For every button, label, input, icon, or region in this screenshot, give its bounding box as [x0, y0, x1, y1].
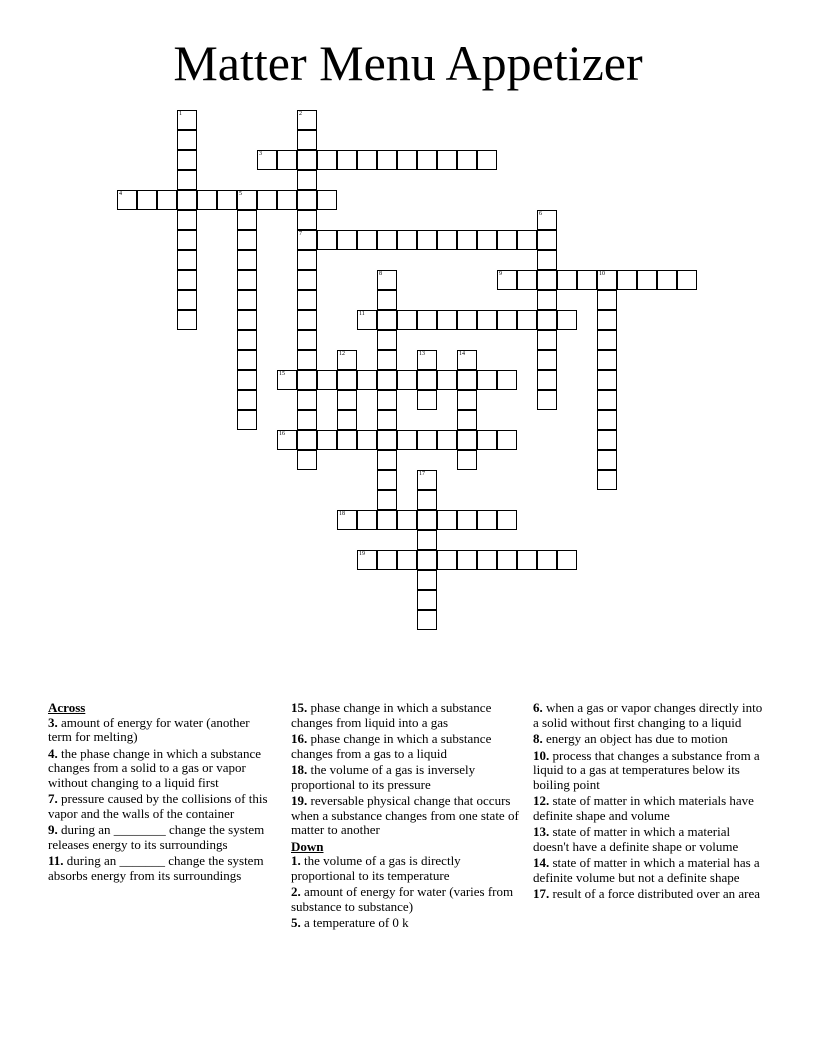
grid-cell[interactable] — [297, 130, 317, 150]
down-clue — [533, 732, 765, 747]
grid-cell[interactable] — [417, 530, 437, 550]
across-clue — [291, 701, 519, 730]
down-clue — [533, 887, 765, 902]
grid-cell[interactable] — [177, 210, 197, 230]
grid-cell[interactable] — [177, 250, 197, 270]
grid-cell[interactable] — [337, 150, 357, 170]
grid-cell[interactable] — [597, 450, 617, 470]
grid-cell[interactable] — [257, 190, 277, 210]
grid-cell[interactable] — [417, 490, 437, 510]
cell-number: 6 — [539, 211, 542, 217]
grid-cell[interactable] — [457, 390, 477, 410]
grid-cell[interactable] — [437, 230, 457, 250]
clue-text: energy an object has due to motion — [546, 731, 728, 746]
grid-cell[interactable] — [417, 370, 437, 390]
grid-cell[interactable] — [597, 370, 617, 390]
puzzle-title: Matter Menu Appetizer — [173, 35, 643, 91]
across-clue — [291, 732, 519, 761]
grid-cell[interactable] — [237, 390, 257, 410]
grid-cell[interactable] — [317, 190, 337, 210]
grid-cell[interactable] — [377, 310, 397, 330]
grid-cell[interactable] — [277, 430, 297, 450]
grid-cell[interactable] — [417, 570, 437, 590]
grid-cell[interactable] — [257, 150, 277, 170]
cell-number: 15 — [279, 371, 285, 377]
down-clue — [533, 749, 765, 793]
grid-cell[interactable] — [397, 230, 417, 250]
cell-number: 2 — [299, 111, 302, 117]
grid-cell[interactable] — [177, 230, 197, 250]
across-heading: Across — [48, 700, 86, 715]
clue-text: the volume of a gas is inversely proportional to its pressure — [291, 762, 476, 792]
grid-cell[interactable] — [397, 430, 417, 450]
grid-cell[interactable] — [537, 390, 557, 410]
grid-cell[interactable] — [537, 210, 557, 230]
clue-number: 18. — [291, 762, 308, 777]
clue-text: when a gas or vapor changes directly into a solid without first changing to a liquid — [533, 700, 763, 730]
grid-cell[interactable] — [277, 150, 297, 170]
grid-cell[interactable] — [417, 470, 437, 490]
grid-cell[interactable] — [417, 350, 437, 370]
grid-cell[interactable] — [477, 510, 497, 530]
cell-number: 18 — [339, 511, 345, 517]
grid-cell[interactable] — [537, 550, 557, 570]
grid-cell[interactable] — [337, 230, 357, 250]
grid-cell[interactable] — [577, 270, 597, 290]
grid-cell[interactable] — [237, 410, 257, 430]
grid-cell[interactable] — [497, 550, 517, 570]
grid-cell[interactable] — [297, 210, 317, 230]
grid-cell[interactable] — [477, 150, 497, 170]
clue-text: result of a force distributed over an area — [552, 886, 761, 901]
grid-cell[interactable] — [297, 410, 317, 430]
grid-cell[interactable] — [377, 430, 397, 450]
grid-cell[interactable] — [457, 370, 477, 390]
grid-cell[interactable] — [497, 270, 517, 290]
grid-cell[interactable] — [537, 310, 557, 330]
grid-cell[interactable] — [597, 390, 617, 410]
grid-cell[interactable] — [177, 150, 197, 170]
grid-cell[interactable] — [437, 150, 457, 170]
grid-cell[interactable] — [557, 270, 577, 290]
grid-cell[interactable] — [297, 230, 317, 250]
grid-cell[interactable] — [137, 190, 157, 210]
grid-cell[interactable] — [457, 430, 477, 450]
grid-cell[interactable] — [537, 370, 557, 390]
grid-cell[interactable] — [497, 510, 517, 530]
grid-cell[interactable] — [297, 370, 317, 390]
cell-number: 14 — [459, 351, 465, 357]
grid-cell[interactable] — [597, 310, 617, 330]
grid-cell[interactable] — [477, 550, 497, 570]
clues-column-1 — [48, 701, 276, 885]
clues-column-2 — [291, 701, 519, 933]
grid-cell[interactable] — [417, 550, 437, 570]
grid-cell[interactable] — [597, 430, 617, 450]
grid-cell[interactable] — [237, 250, 257, 270]
grid-cell[interactable] — [277, 370, 297, 390]
cell-number: 19 — [359, 551, 365, 557]
grid-cell[interactable] — [517, 310, 537, 330]
grid-cell[interactable] — [497, 430, 517, 450]
cell-number: 11 — [359, 311, 365, 317]
grid-cell[interactable] — [597, 470, 617, 490]
grid-cell[interactable] — [397, 150, 417, 170]
grid-cell[interactable] — [357, 430, 377, 450]
grid-cell[interactable] — [357, 310, 377, 330]
grid-cell[interactable] — [377, 330, 397, 350]
grid-cell[interactable] — [377, 450, 397, 470]
grid-cell[interactable] — [677, 270, 697, 290]
grid-cell[interactable] — [417, 150, 437, 170]
grid-cell[interactable] — [297, 390, 317, 410]
grid-cell[interactable] — [177, 190, 197, 210]
grid-cell[interactable] — [157, 190, 177, 210]
cell-number: 5 — [239, 191, 242, 197]
grid-cell[interactable] — [297, 250, 317, 270]
grid-cell[interactable] — [417, 510, 437, 530]
grid-cell[interactable] — [597, 290, 617, 310]
cell-number: 17 — [419, 471, 425, 477]
grid-cell[interactable] — [237, 270, 257, 290]
grid-cell[interactable] — [517, 230, 537, 250]
clue-number: 7. — [48, 791, 58, 806]
grid-cell[interactable] — [517, 550, 537, 570]
grid-cell[interactable] — [557, 310, 577, 330]
cell-number: 12 — [339, 351, 345, 357]
clue-text: a temperature of 0 k — [304, 915, 409, 930]
down-clue — [533, 701, 765, 730]
grid-cell[interactable] — [237, 210, 257, 230]
grid-cell[interactable] — [417, 310, 437, 330]
grid-cell[interactable] — [237, 370, 257, 390]
grid-cell[interactable] — [177, 270, 197, 290]
grid-cell[interactable] — [377, 490, 397, 510]
grid-cell[interactable] — [177, 130, 197, 150]
grid-cell[interactable] — [377, 470, 397, 490]
grid-cell[interactable] — [537, 270, 557, 290]
across-clue — [48, 854, 276, 883]
grid-cell[interactable] — [377, 390, 397, 410]
grid-cell[interactable] — [297, 150, 317, 170]
grid-cell[interactable] — [537, 230, 557, 250]
grid-cell[interactable] — [537, 250, 557, 270]
grid-cell[interactable] — [297, 430, 317, 450]
grid-cell[interactable] — [397, 310, 417, 330]
down-clue — [533, 825, 765, 854]
grid-cell[interactable] — [477, 430, 497, 450]
across-clue — [48, 716, 276, 745]
grid-cell[interactable] — [397, 550, 417, 570]
clue-text: during an _______ change the system absorbs energy from its surroundings — [48, 853, 264, 883]
clue-number: 15. — [291, 700, 308, 715]
clue-number: 2. — [291, 884, 301, 899]
grid-cell[interactable] — [397, 510, 417, 530]
grid-cell[interactable] — [297, 330, 317, 350]
grid-cell[interactable] — [177, 310, 197, 330]
across-clue — [48, 792, 276, 821]
clue-text: process that changes a substance from a liquid to a gas at temperatures below its boiling point — [533, 747, 760, 792]
down-clue — [533, 856, 765, 885]
grid-cell[interactable] — [437, 510, 457, 530]
grid-cell[interactable] — [317, 430, 337, 450]
grid-cell[interactable] — [457, 350, 477, 370]
grid-cell[interactable] — [177, 290, 197, 310]
grid-cell[interactable] — [357, 510, 377, 530]
clue-number: 4. — [48, 745, 58, 761]
grid-cell[interactable] — [417, 590, 437, 610]
grid-cell[interactable] — [497, 310, 517, 330]
grid-cell[interactable] — [617, 270, 637, 290]
grid-cell[interactable] — [357, 550, 377, 570]
clue-number: 8. — [533, 731, 543, 746]
grid-cell[interactable] — [237, 350, 257, 370]
grid-cell[interactable] — [417, 390, 437, 410]
grid-cell[interactable] — [237, 230, 257, 250]
grid-cell[interactable] — [497, 370, 517, 390]
cell-number: 4 — [119, 191, 122, 197]
cell-number: 3 — [259, 151, 262, 157]
grid-cell[interactable] — [357, 370, 377, 390]
grid-cell[interactable] — [497, 230, 517, 250]
grid-cell[interactable] — [197, 190, 217, 210]
grid-cell[interactable] — [457, 550, 477, 570]
grid-cell[interactable] — [597, 410, 617, 430]
grid-cell[interactable] — [437, 430, 457, 450]
clue-number: 5. — [291, 915, 301, 930]
clue-number: 3. — [48, 714, 58, 730]
cell-number: 10 — [599, 271, 605, 277]
grid-cell[interactable] — [557, 550, 577, 570]
clues-column-3 — [533, 701, 765, 904]
grid-cell[interactable] — [477, 310, 497, 330]
cell-number: 16 — [279, 431, 285, 437]
clue-text: pressure caused by the collisions of this vapor and the walls of the container — [48, 791, 268, 821]
grid-cell[interactable] — [317, 150, 337, 170]
grid-cell[interactable] — [297, 170, 317, 190]
across-clue — [48, 747, 276, 791]
grid-cell[interactable] — [457, 310, 477, 330]
grid-cell[interactable] — [337, 410, 357, 430]
grid-cell[interactable] — [337, 510, 357, 530]
grid-cell[interactable] — [597, 350, 617, 370]
grid-cell[interactable] — [337, 390, 357, 410]
grid-cell[interactable] — [437, 550, 457, 570]
across-clue — [48, 823, 276, 852]
grid-cell[interactable] — [377, 370, 397, 390]
grid-cell[interactable] — [417, 610, 437, 630]
grid-cell[interactable] — [337, 370, 357, 390]
grid-cell[interactable] — [377, 270, 397, 290]
grid-cell[interactable] — [417, 230, 437, 250]
down-clue — [291, 854, 519, 883]
grid-cell[interactable] — [477, 230, 497, 250]
grid-cell[interactable] — [457, 450, 477, 470]
grid-cell[interactable] — [597, 270, 617, 290]
grid-cell[interactable] — [377, 150, 397, 170]
grid-cell[interactable] — [417, 430, 437, 450]
down-clue — [291, 916, 519, 931]
grid-cell[interactable] — [217, 190, 237, 210]
grid-cell[interactable] — [297, 190, 317, 210]
clue-text: state of matter in which a material doesn't have a definite shape or volume — [533, 824, 739, 854]
clue-text: amount of energy for water (another term for melting) — [48, 714, 250, 744]
clue-number: 1. — [291, 853, 301, 868]
grid-cell[interactable] — [537, 290, 557, 310]
grid-cell[interactable] — [337, 350, 357, 370]
grid-cell[interactable] — [537, 330, 557, 350]
grid-cell[interactable] — [377, 410, 397, 430]
down-clue — [291, 885, 519, 914]
clue-number: 9. — [48, 822, 58, 837]
clue-number: 14. — [533, 855, 550, 870]
cell-number: 8 — [379, 271, 382, 277]
grid-cell[interactable] — [377, 550, 397, 570]
grid-cell[interactable] — [457, 510, 477, 530]
clue-text: phase change in which a substance changes from liquid into a gas — [291, 700, 492, 730]
grid-cell[interactable] — [237, 310, 257, 330]
clue-number: 10. — [533, 747, 550, 763]
down-clue — [533, 794, 765, 823]
grid-cell[interactable] — [357, 150, 377, 170]
grid-cell[interactable] — [397, 370, 417, 390]
grid-cell[interactable] — [317, 230, 337, 250]
grid-cell[interactable] — [537, 350, 557, 370]
grid-cell[interactable] — [457, 150, 477, 170]
grid-cell[interactable] — [517, 270, 537, 290]
grid-cell[interactable] — [237, 330, 257, 350]
cell-number: 13 — [419, 351, 425, 357]
grid-cell[interactable] — [297, 290, 317, 310]
cell-number: 7 — [299, 231, 302, 237]
clue-number: 13. — [533, 824, 550, 839]
grid-cell[interactable] — [457, 230, 477, 250]
grid-cell[interactable] — [297, 110, 317, 130]
grid-cell[interactable] — [377, 510, 397, 530]
clue-text: the volume of a gas is directly proportional to its temperature — [291, 853, 461, 883]
grid-cell[interactable] — [277, 190, 297, 210]
grid-cell[interactable] — [597, 330, 617, 350]
clue-number: 11. — [48, 853, 64, 868]
clue-number: 17. — [533, 886, 550, 901]
grid-cell[interactable] — [377, 230, 397, 250]
grid-cell[interactable] — [297, 310, 317, 330]
grid-cell[interactable] — [637, 270, 657, 290]
clue-text: amount of energy for water (varies from substance to substance) — [291, 884, 514, 914]
clue-number: 16. — [291, 731, 308, 746]
down-heading: Down — [291, 838, 324, 854]
cell-number: 1 — [179, 111, 182, 117]
grid-cell[interactable] — [357, 230, 377, 250]
clue-text: state of matter in which materials have definite shape and volume — [533, 793, 754, 823]
grid-cell[interactable] — [177, 170, 197, 190]
clue-text: phase change in which a substance changes from a gas to a liquid — [291, 731, 492, 761]
grid-cell[interactable] — [117, 190, 137, 210]
across-clue — [291, 763, 519, 792]
grid-cell[interactable] — [377, 290, 397, 310]
clue-text: during an ________ change the system releases energy to its surroundings — [48, 822, 265, 852]
clue-text: reversable physical change that occurs when a substance changes from one state of matter to another — [291, 793, 519, 837]
grid-cell[interactable] — [437, 370, 457, 390]
clue-text: the phase change in which a substance changes from a solid to a gas or vapor without changing to a liquid first — [48, 745, 261, 790]
grid-cell[interactable] — [437, 310, 457, 330]
grid-cell[interactable] — [297, 350, 317, 370]
across-clue — [291, 794, 519, 838]
clue-number: 6. — [533, 700, 543, 715]
grid-cell[interactable] — [457, 410, 477, 430]
grid-cell[interactable] — [237, 190, 257, 210]
clue-number: 12. — [533, 793, 550, 808]
grid-cell[interactable] — [477, 370, 497, 390]
clue-number: 19. — [291, 793, 308, 808]
grid-cell[interactable] — [297, 450, 317, 470]
grid-cell[interactable] — [317, 370, 337, 390]
cell-number: 9 — [499, 271, 502, 277]
grid-cell[interactable] — [297, 270, 317, 290]
clue-text: state of matter in which a material has a definite volume but not a definite shape — [533, 855, 760, 885]
grid-cell[interactable] — [237, 290, 257, 310]
grid-cell[interactable] — [337, 430, 357, 450]
grid-cell[interactable] — [657, 270, 677, 290]
grid-cell[interactable] — [177, 110, 197, 130]
grid-cell[interactable] — [377, 350, 397, 370]
